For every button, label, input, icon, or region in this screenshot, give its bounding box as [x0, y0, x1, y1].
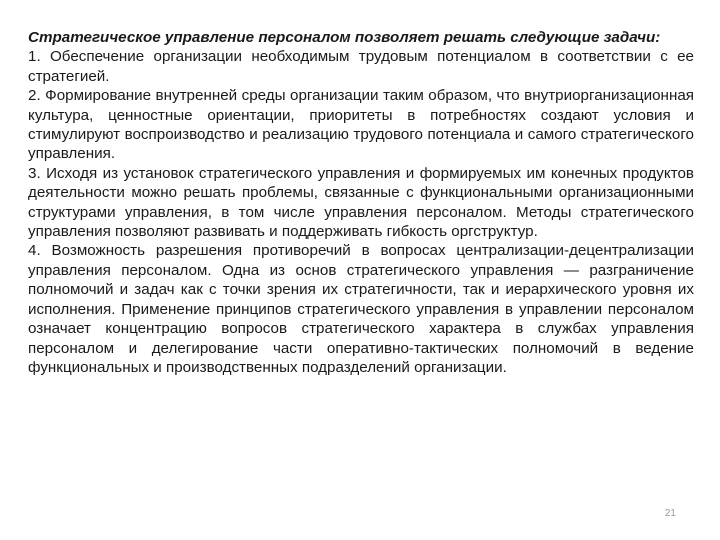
list-item: 3. Исходя из установок стратегического управления и формируемых им конечных продуктов деятельности можно решать проблемы, связанные с функциональными организационными структурами управления, в том числе управления персоналом. Методы стратегического управления позволяют развивать и поддерживать гибкость оргструктур. [28, 164, 694, 241]
slide-heading: Стратегическое управление персоналом позволяет решать следующие задачи: [28, 29, 661, 46]
list-item: 2. Формирование внутренней среды организации таким образом, что внутриорганизационная культура, ценностные ориентации, приоритеты в потребностях создают условия и стимулируют воспроизводство и реализацию трудового потенциала и самого стратегического управления. [28, 87, 694, 163]
list-item: 1. Обеспечение организации необходимым трудовым потенциалом в соответствии с ее стратегией. [28, 48, 694, 85]
slide-body [28, 28, 694, 377]
page-number: 21 [664, 508, 676, 519]
list-item: 4. Возможность разрешения противоречий в вопросах централизации-децентрализации управления персоналом. Одна из основ стратегического управления — разграничение полномочий и задач как с точки зрения их стратегичности, так и иерархического уровня их исполнения. Применение принципов стратегического управления в управлении персоналом означает концентрацию вопросов стратегического характера в службах управления персоналом и делегирование части оперативно-тактических полномочий в ведение функциональных и производственных подразделений организации. [28, 242, 694, 376]
